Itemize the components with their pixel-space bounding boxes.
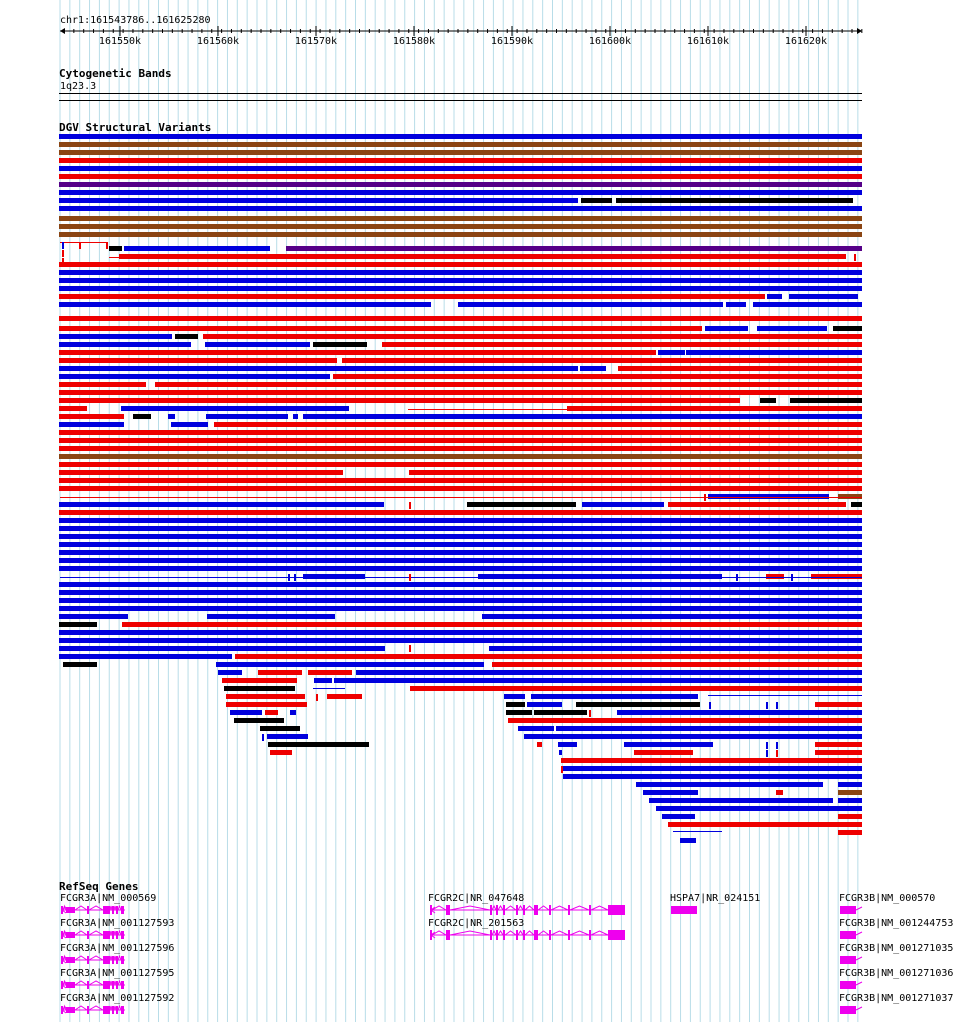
gene-intron: [525, 906, 534, 910]
gene-label[interactable]: FCGR3B|NM_001271036: [839, 968, 953, 979]
gene-intron: [110, 1006, 112, 1010]
gene-exon: [523, 905, 525, 915]
refseq-track-title: RefSeq Genes: [59, 880, 139, 893]
gene-exon: [112, 956, 114, 964]
gene-label[interactable]: FCGR3A|NM_000569: [60, 893, 157, 904]
gene-exon: [608, 905, 625, 915]
gene-intron: [551, 931, 568, 935]
gene-exon: [116, 906, 118, 914]
gene-intron: [856, 982, 862, 985]
gene-exon: [121, 1006, 124, 1014]
fcgr3b-gene-model: [840, 981, 856, 989]
gene-intron: [856, 907, 862, 910]
gene-label[interactable]: FCGR2C|NR_201563: [428, 918, 525, 929]
gene-label[interactable]: HSPA7|NR_024151: [670, 893, 761, 904]
gene-intron: [538, 931, 549, 935]
gene-exon: [568, 930, 570, 940]
fcgr3b-gene-model: [840, 931, 856, 939]
gene-intron: [856, 932, 862, 935]
ruler-tick-label: 161580k: [392, 36, 436, 47]
gene-intron: [856, 957, 862, 960]
gene-label[interactable]: FCGR3B|NM_001271035: [839, 943, 953, 954]
ruler-tick-label: 161620k: [784, 36, 828, 47]
gene-intron: [114, 956, 116, 960]
gene-intron: [505, 906, 516, 910]
gene-label[interactable]: FCGR3B|NM_001244753: [839, 918, 953, 929]
gene-intron: [89, 981, 103, 985]
gene-exon: [87, 956, 89, 964]
gene-intron: [538, 906, 549, 910]
gene-exon: [112, 981, 114, 989]
gene-intron: [75, 956, 87, 960]
gene-exon: [568, 905, 570, 915]
fcgr3b-gene-model: [840, 1006, 856, 1014]
gene-label[interactable]: FCGR3B|NM_000570: [839, 893, 936, 904]
gene-exon: [103, 981, 110, 989]
gene-intron: [110, 906, 112, 910]
gene-label[interactable]: FCGR3A|NM_001127596: [60, 943, 175, 954]
gene-intron: [518, 931, 523, 935]
gene-intron: [118, 906, 121, 910]
gene-intron: [525, 931, 534, 935]
gene-intron: [591, 931, 608, 935]
gene-intron: [114, 981, 116, 985]
gene-intron: [114, 906, 116, 910]
gene-intron: [551, 906, 568, 910]
cytoband-track-title: Cytogenetic Bands: [59, 67, 172, 80]
gene-intron: [114, 931, 116, 935]
gene-label[interactable]: FCGR3A|NM_001127593: [60, 918, 175, 929]
gene-exon: [490, 930, 492, 940]
gene-exon: [116, 1006, 118, 1014]
gene-exon: [87, 906, 89, 914]
gene-intron: [75, 906, 87, 910]
gene-intron: [450, 931, 490, 935]
gene-intron: [110, 931, 112, 935]
gene-intron: [114, 1006, 116, 1010]
fcgr3b-gene-model: [840, 906, 856, 914]
gene-exon: [589, 905, 591, 915]
gene-intron: [118, 931, 121, 935]
gene-exon: [446, 905, 450, 915]
fcgr3a-gene-model: [61, 931, 125, 939]
gene-intron: [518, 906, 523, 910]
gene-exon: [66, 932, 75, 938]
gene-intron: [110, 956, 112, 960]
gene-intron: [89, 906, 103, 910]
gene-exon: [103, 931, 110, 939]
gene-exon: [116, 956, 118, 964]
ruler-tick-label: 161560k: [196, 36, 240, 47]
gene-exon: [549, 905, 551, 915]
gene-exon: [112, 931, 114, 939]
gene-exon: [534, 905, 538, 915]
fcgr3a-gene-model: [61, 981, 125, 989]
cytoband-label: 1q23.3: [60, 81, 97, 92]
gene-exon: [496, 905, 498, 915]
gene-intron: [498, 931, 503, 935]
gene-intron: [505, 931, 516, 935]
fcgr3a-gene-model: [61, 906, 125, 914]
ruler-tick-label: 161550k: [98, 36, 142, 47]
gene-exon: [549, 930, 551, 940]
ruler-tick-label: 161610k: [686, 36, 730, 47]
gene-exon: [121, 906, 124, 914]
gene-exon: [121, 981, 124, 989]
gene-intron: [75, 931, 87, 935]
ruler-tick-label: 161570k: [294, 36, 338, 47]
gene-exon: [503, 930, 505, 940]
gene-exon: [490, 905, 492, 915]
gene-exon: [103, 1006, 110, 1014]
gene-intron: [75, 981, 87, 985]
gene-label[interactable]: FCGR2C|NR_047648: [428, 893, 525, 904]
gene-label[interactable]: FCGR3A|NM_001127592: [60, 993, 175, 1004]
location-label: chr1:161543786..161625280: [60, 15, 211, 26]
gene-exon: [112, 1006, 114, 1014]
gene-exon: [516, 930, 518, 940]
gene-intron: [89, 931, 103, 935]
gene-exon: [121, 931, 124, 939]
gene-intron: [591, 906, 608, 910]
gene-exon: [534, 930, 538, 940]
gene-intron: [450, 906, 490, 910]
gene-exon: [496, 930, 498, 940]
gene-intron: [118, 956, 121, 960]
gene-exon: [87, 981, 89, 989]
gene-intron: [570, 906, 589, 910]
gene-intron: [498, 906, 503, 910]
gene-intron: [110, 981, 112, 985]
gene-exon: [66, 907, 75, 913]
fcgr2c-gene-model: [430, 930, 625, 940]
ruler-tick-label: 161590k: [490, 36, 534, 47]
gene-intron: [75, 1006, 87, 1010]
gene-intron: [570, 931, 589, 935]
ruler-tick-label: 161600k: [588, 36, 632, 47]
gene-intron: [492, 906, 496, 910]
gene-exon: [608, 930, 625, 940]
gene-exon: [87, 931, 89, 939]
gene-intron: [492, 931, 496, 935]
hspa7-gene-model: [671, 906, 697, 914]
gene-intron: [118, 981, 121, 985]
fcgr2c-gene-model: [430, 905, 625, 915]
gene-exon: [103, 956, 110, 964]
gene-intron: [89, 1006, 103, 1010]
gene-exon: [446, 930, 450, 940]
gene-intron: [89, 956, 103, 960]
gene-exon: [116, 981, 118, 989]
gene-exon: [66, 1007, 75, 1013]
gene-label[interactable]: FCGR3B|NM_001271037: [839, 993, 953, 1004]
gene-exon: [116, 931, 118, 939]
fcgr3b-gene-model: [840, 956, 856, 964]
gene-exon: [66, 982, 75, 988]
gene-exon: [516, 905, 518, 915]
gene-exon: [112, 906, 114, 914]
gene-exon: [103, 906, 110, 914]
gene-intron: [118, 1006, 121, 1010]
gene-exon: [87, 1006, 89, 1014]
gene-exon: [121, 956, 124, 964]
gene-intron: [856, 1007, 862, 1010]
gene-exon: [66, 957, 75, 963]
dgv-track-title: DGV Structural Variants: [59, 121, 212, 134]
gene-exon: [523, 930, 525, 940]
gene-label[interactable]: FCGR3A|NM_001127595: [60, 968, 175, 979]
gene-exon: [589, 930, 591, 940]
fcgr3a-gene-model: [61, 956, 125, 964]
fcgr3a-gene-model: [61, 1006, 125, 1014]
gene-exon: [503, 905, 505, 915]
